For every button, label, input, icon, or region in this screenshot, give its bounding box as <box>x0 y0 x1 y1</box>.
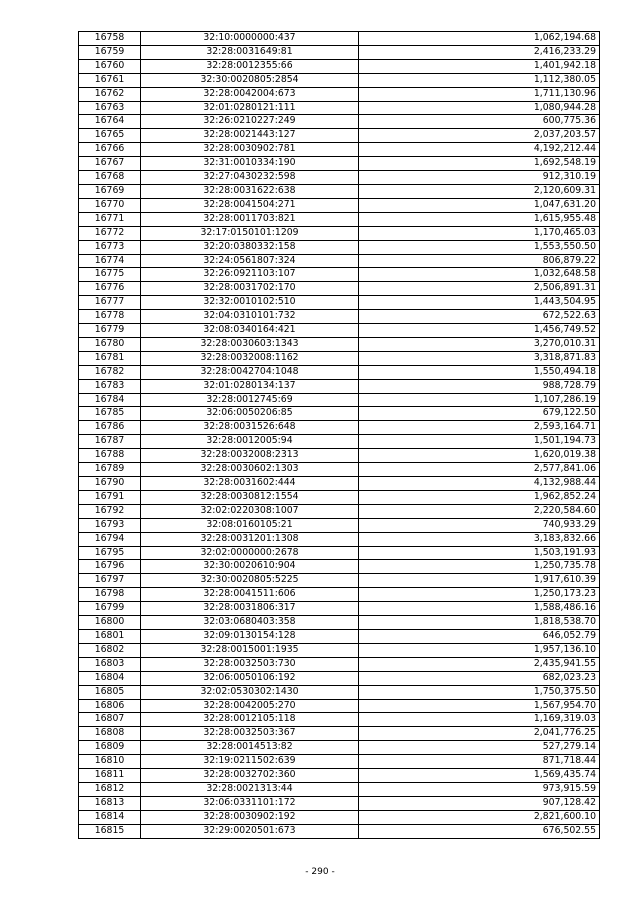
cadastral-number-cell: 32:10:0000000:437 <box>141 32 359 46</box>
table-row <box>79 45 600 59</box>
row-number-cell: 16783 <box>79 379 141 393</box>
table-row <box>79 504 600 518</box>
row-number-cell: 16782 <box>79 365 141 379</box>
cadastral-number-cell: 32:26:0921103:107 <box>141 268 359 282</box>
table-row <box>79 157 600 171</box>
table-row <box>79 629 600 643</box>
cadastral-number-cell: 32:06:0050106:192 <box>141 671 359 685</box>
table-row <box>79 602 600 616</box>
value-cell: 1,750,375.50 <box>359 685 600 699</box>
table-row <box>79 310 600 324</box>
table-row <box>79 643 600 657</box>
table-row <box>79 379 600 393</box>
cadastral-number-cell: 32:30:0020805:5225 <box>141 574 359 588</box>
row-number-cell: 16806 <box>79 699 141 713</box>
cadastral-number-cell: 32:28:0030603:1343 <box>141 337 359 351</box>
row-number-cell: 16764 <box>79 115 141 129</box>
value-cell: 672,522.63 <box>359 310 600 324</box>
row-number-cell: 16762 <box>79 87 141 101</box>
table-row <box>79 518 600 532</box>
value-cell: 1,047,631.20 <box>359 198 600 212</box>
row-number-cell: 16803 <box>79 657 141 671</box>
value-cell: 806,879.22 <box>359 254 600 268</box>
table-row <box>79 616 600 630</box>
table-row <box>79 240 600 254</box>
cadastral-number-cell: 32:28:0030902:781 <box>141 143 359 157</box>
table-row <box>79 101 600 115</box>
row-number-cell: 16761 <box>79 73 141 87</box>
cadastral-number-cell: 32:28:0031201:1308 <box>141 532 359 546</box>
value-cell: 2,506,891.31 <box>359 282 600 296</box>
row-number-cell: 16810 <box>79 755 141 769</box>
cadastral-number-cell: 32:28:0031622:638 <box>141 184 359 198</box>
table-row <box>79 212 600 226</box>
cadastral-number-cell: 32:28:0042004:673 <box>141 87 359 101</box>
value-cell: 1,818,538.70 <box>359 616 600 630</box>
cadastral-number-cell: 32:01:0280121:111 <box>141 101 359 115</box>
cadastral-number-cell: 32:28:0012745:69 <box>141 393 359 407</box>
cadastral-number-cell: 32:28:0012355:66 <box>141 59 359 73</box>
cadastral-number-cell: 32:28:0014513:82 <box>141 741 359 755</box>
cadastral-number-cell: 32:28:0031602:444 <box>141 477 359 491</box>
table-row <box>79 727 600 741</box>
row-number-cell: 16807 <box>79 713 141 727</box>
value-cell: 3,318,871.83 <box>359 351 600 365</box>
cadastral-number-cell: 32:28:0030902:192 <box>141 810 359 824</box>
value-cell: 2,577,841.06 <box>359 463 600 477</box>
table-row <box>79 268 600 282</box>
row-number-cell: 16815 <box>79 824 141 838</box>
cadastral-number-cell: 32:06:0331101:172 <box>141 796 359 810</box>
table-row <box>79 351 600 365</box>
cadastral-number-cell: 32:03:0680403:358 <box>141 616 359 630</box>
row-number-cell: 16758 <box>79 32 141 46</box>
cadastral-number-cell: 32:32:0010102:510 <box>141 296 359 310</box>
cadastral-number-cell: 32:28:0032503:730 <box>141 657 359 671</box>
row-number-cell: 16791 <box>79 490 141 504</box>
table-body <box>79 32 600 839</box>
cadastral-number-cell: 32:26:0210227:249 <box>141 115 359 129</box>
table-row <box>79 769 600 783</box>
table-row <box>79 824 600 838</box>
cadastral-number-cell: 32:28:0032008:2313 <box>141 449 359 463</box>
table-row <box>79 657 600 671</box>
table-row <box>79 699 600 713</box>
row-number-cell: 16778 <box>79 310 141 324</box>
value-cell: 646,052.79 <box>359 629 600 643</box>
cadastral-number-cell: 32:30:0020805:2854 <box>141 73 359 87</box>
cadastral-number-cell: 32:28:0031649:81 <box>141 45 359 59</box>
table-row <box>79 143 600 157</box>
cadastral-number-cell: 32:28:0015001:1935 <box>141 643 359 657</box>
cadastral-number-cell: 32:04:0310101:732 <box>141 310 359 324</box>
value-cell: 2,416,233.29 <box>359 45 600 59</box>
row-number-cell: 16765 <box>79 129 141 143</box>
cadastral-number-cell: 32:19:0211502:639 <box>141 755 359 769</box>
cadastral-value-table <box>78 31 600 839</box>
cadastral-number-cell: 32:28:0041504:271 <box>141 198 359 212</box>
table-row <box>79 685 600 699</box>
row-number-cell: 16759 <box>79 45 141 59</box>
value-cell: 1,569,435.74 <box>359 769 600 783</box>
row-number-cell: 16773 <box>79 240 141 254</box>
row-number-cell: 16787 <box>79 435 141 449</box>
row-number-cell: 16811 <box>79 769 141 783</box>
value-cell: 527,279.14 <box>359 741 600 755</box>
table-row <box>79 171 600 185</box>
row-number-cell: 16793 <box>79 518 141 532</box>
cadastral-number-cell: 32:08:0340164:421 <box>141 324 359 338</box>
row-number-cell: 16774 <box>79 254 141 268</box>
value-cell: 4,132,988.44 <box>359 477 600 491</box>
value-cell: 1,080,944.28 <box>359 101 600 115</box>
row-number-cell: 16786 <box>79 421 141 435</box>
row-number-cell: 16766 <box>79 143 141 157</box>
value-cell: 2,037,203.57 <box>359 129 600 143</box>
table-row <box>79 782 600 796</box>
cadastral-number-cell: 32:28:0032008:1162 <box>141 351 359 365</box>
table-row <box>79 546 600 560</box>
row-number-cell: 16776 <box>79 282 141 296</box>
value-cell: 1,107,286.19 <box>359 393 600 407</box>
row-number-cell: 16772 <box>79 226 141 240</box>
cadastral-number-cell: 32:28:0042704:1048 <box>141 365 359 379</box>
row-number-cell: 16812 <box>79 782 141 796</box>
table-row <box>79 713 600 727</box>
table-row <box>79 588 600 602</box>
table-row <box>79 407 600 421</box>
row-number-cell: 16797 <box>79 574 141 588</box>
cadastral-number-cell: 32:28:0030602:1303 <box>141 463 359 477</box>
row-number-cell: 16794 <box>79 532 141 546</box>
row-number-cell: 16769 <box>79 184 141 198</box>
value-cell: 988,728.79 <box>359 379 600 393</box>
value-cell: 1,620,019.38 <box>359 449 600 463</box>
row-number-cell: 16804 <box>79 671 141 685</box>
table-row <box>79 254 600 268</box>
cadastral-number-cell: 32:01:0280134:137 <box>141 379 359 393</box>
cadastral-number-cell: 32:28:0031702:170 <box>141 282 359 296</box>
table-row <box>79 532 600 546</box>
cadastral-number-cell: 32:28:0012105:118 <box>141 713 359 727</box>
value-cell: 1,112,380.05 <box>359 73 600 87</box>
value-cell: 1,169,319.03 <box>359 713 600 727</box>
cadastral-number-cell: 32:28:0042005:270 <box>141 699 359 713</box>
row-number-cell: 16799 <box>79 602 141 616</box>
value-cell: 1,711,130.96 <box>359 87 600 101</box>
cadastral-number-cell: 32:28:0041511:606 <box>141 588 359 602</box>
row-number-cell: 16814 <box>79 810 141 824</box>
table-row <box>79 574 600 588</box>
value-cell: 1,567,954.70 <box>359 699 600 713</box>
row-number-cell: 16809 <box>79 741 141 755</box>
value-cell: 679,122.50 <box>359 407 600 421</box>
value-cell: 2,435,941.55 <box>359 657 600 671</box>
cadastral-number-cell: 32:28:0021443:127 <box>141 129 359 143</box>
value-cell: 907,128.42 <box>359 796 600 810</box>
row-number-cell: 16767 <box>79 157 141 171</box>
cadastral-number-cell: 32:06:0050206:85 <box>141 407 359 421</box>
cadastral-number-cell: 32:28:0030812:1554 <box>141 490 359 504</box>
value-cell: 1,588,486.16 <box>359 602 600 616</box>
cadastral-number-cell: 32:28:0011703:821 <box>141 212 359 226</box>
row-number-cell: 16763 <box>79 101 141 115</box>
row-number-cell: 16813 <box>79 796 141 810</box>
cadastral-number-cell: 32:09:0130154:128 <box>141 629 359 643</box>
row-number-cell: 16785 <box>79 407 141 421</box>
value-cell: 973,915.59 <box>359 782 600 796</box>
table-row <box>79 296 600 310</box>
value-cell: 1,550,494.18 <box>359 365 600 379</box>
row-number-cell: 16792 <box>79 504 141 518</box>
table-row <box>79 87 600 101</box>
table-row <box>79 755 600 769</box>
row-number-cell: 16808 <box>79 727 141 741</box>
table-row <box>79 796 600 810</box>
row-number-cell: 16781 <box>79 351 141 365</box>
row-number-cell: 16802 <box>79 643 141 657</box>
cadastral-number-cell: 32:28:0031526:648 <box>141 421 359 435</box>
table-row <box>79 463 600 477</box>
table-row <box>79 365 600 379</box>
value-cell: 1,692,548.19 <box>359 157 600 171</box>
value-cell: 1,503,191.93 <box>359 546 600 560</box>
cadastral-number-cell: 32:30:0020610:904 <box>141 560 359 574</box>
table-row <box>79 671 600 685</box>
table-row <box>79 129 600 143</box>
cadastral-number-cell: 32:17:0150101:1209 <box>141 226 359 240</box>
table-row <box>79 184 600 198</box>
value-cell: 871,718.44 <box>359 755 600 769</box>
row-number-cell: 16789 <box>79 463 141 477</box>
table-row <box>79 73 600 87</box>
value-cell: 2,821,600.10 <box>359 810 600 824</box>
value-cell: 1,032,648.58 <box>359 268 600 282</box>
page-number: - 290 - <box>305 867 335 877</box>
table-row <box>79 59 600 73</box>
table-row <box>79 560 600 574</box>
value-cell: 2,041,776.25 <box>359 727 600 741</box>
cadastral-number-cell: 32:29:0020501:673 <box>141 824 359 838</box>
row-number-cell: 16768 <box>79 171 141 185</box>
value-cell: 1,962,852.24 <box>359 490 600 504</box>
row-number-cell: 16790 <box>79 477 141 491</box>
table-row <box>79 741 600 755</box>
table-row <box>79 393 600 407</box>
cadastral-number-cell: 32:24:0561807:324 <box>141 254 359 268</box>
row-number-cell: 16777 <box>79 296 141 310</box>
row-number-cell: 16798 <box>79 588 141 602</box>
row-number-cell: 16796 <box>79 560 141 574</box>
cadastral-number-cell: 32:28:0032702:360 <box>141 769 359 783</box>
cadastral-number-cell: 32:28:0012005:94 <box>141 435 359 449</box>
cadastral-number-cell: 32:31:0010334:190 <box>141 157 359 171</box>
row-number-cell: 16770 <box>79 198 141 212</box>
row-number-cell: 16780 <box>79 337 141 351</box>
value-cell: 3,183,832.66 <box>359 532 600 546</box>
table-row <box>79 198 600 212</box>
value-cell: 1,615,955.48 <box>359 212 600 226</box>
row-number-cell: 16788 <box>79 449 141 463</box>
value-cell: 1,250,735.78 <box>359 560 600 574</box>
table-row <box>79 32 600 46</box>
cadastral-number-cell: 32:08:0160105:21 <box>141 518 359 532</box>
table-row <box>79 810 600 824</box>
row-number-cell: 16800 <box>79 616 141 630</box>
value-cell: 1,456,749.52 <box>359 324 600 338</box>
value-cell: 1,170,465.03 <box>359 226 600 240</box>
table-row <box>79 337 600 351</box>
table-row <box>79 449 600 463</box>
row-number-cell: 16784 <box>79 393 141 407</box>
row-number-cell: 16760 <box>79 59 141 73</box>
cadastral-number-cell: 32:28:0021313:44 <box>141 782 359 796</box>
value-cell: 600,775.36 <box>359 115 600 129</box>
cadastral-number-cell: 32:27:0430232:598 <box>141 171 359 185</box>
value-cell: 2,220,584.60 <box>359 504 600 518</box>
cadastral-number-cell: 32:28:0032503:367 <box>141 727 359 741</box>
value-cell: 1,917,610.39 <box>359 574 600 588</box>
table-row <box>79 477 600 491</box>
value-cell: 1,250,173.23 <box>359 588 600 602</box>
row-number-cell: 16771 <box>79 212 141 226</box>
cadastral-number-cell: 32:28:0031806:317 <box>141 602 359 616</box>
value-cell: 1,957,136.10 <box>359 643 600 657</box>
row-number-cell: 16805 <box>79 685 141 699</box>
value-cell: 682,023.23 <box>359 671 600 685</box>
table-row <box>79 435 600 449</box>
cadastral-number-cell: 32:20:0380332:158 <box>141 240 359 254</box>
table-row <box>79 282 600 296</box>
table-row <box>79 490 600 504</box>
value-cell: 1,501,194.73 <box>359 435 600 449</box>
value-cell: 3,270,010.31 <box>359 337 600 351</box>
value-cell: 1,443,504.95 <box>359 296 600 310</box>
value-cell: 1,401,942.18 <box>359 59 600 73</box>
row-number-cell: 16775 <box>79 268 141 282</box>
value-cell: 2,120,609.31 <box>359 184 600 198</box>
row-number-cell: 16801 <box>79 629 141 643</box>
table-row <box>79 115 600 129</box>
value-cell: 4,192,212.44 <box>359 143 600 157</box>
row-number-cell: 16779 <box>79 324 141 338</box>
table-row <box>79 421 600 435</box>
value-cell: 676,502.55 <box>359 824 600 838</box>
value-cell: 740,933.29 <box>359 518 600 532</box>
cadastral-number-cell: 32:02:0000000:2678 <box>141 546 359 560</box>
cadastral-number-cell: 32:02:0530302:1430 <box>141 685 359 699</box>
row-number-cell: 16795 <box>79 546 141 560</box>
table-row <box>79 226 600 240</box>
table-row <box>79 324 600 338</box>
value-cell: 2,593,164.71 <box>359 421 600 435</box>
value-cell: 1,553,550.50 <box>359 240 600 254</box>
cadastral-number-cell: 32:02:0220308:1007 <box>141 504 359 518</box>
value-cell: 1,062,194.68 <box>359 32 600 46</box>
value-cell: 912,310.19 <box>359 171 600 185</box>
